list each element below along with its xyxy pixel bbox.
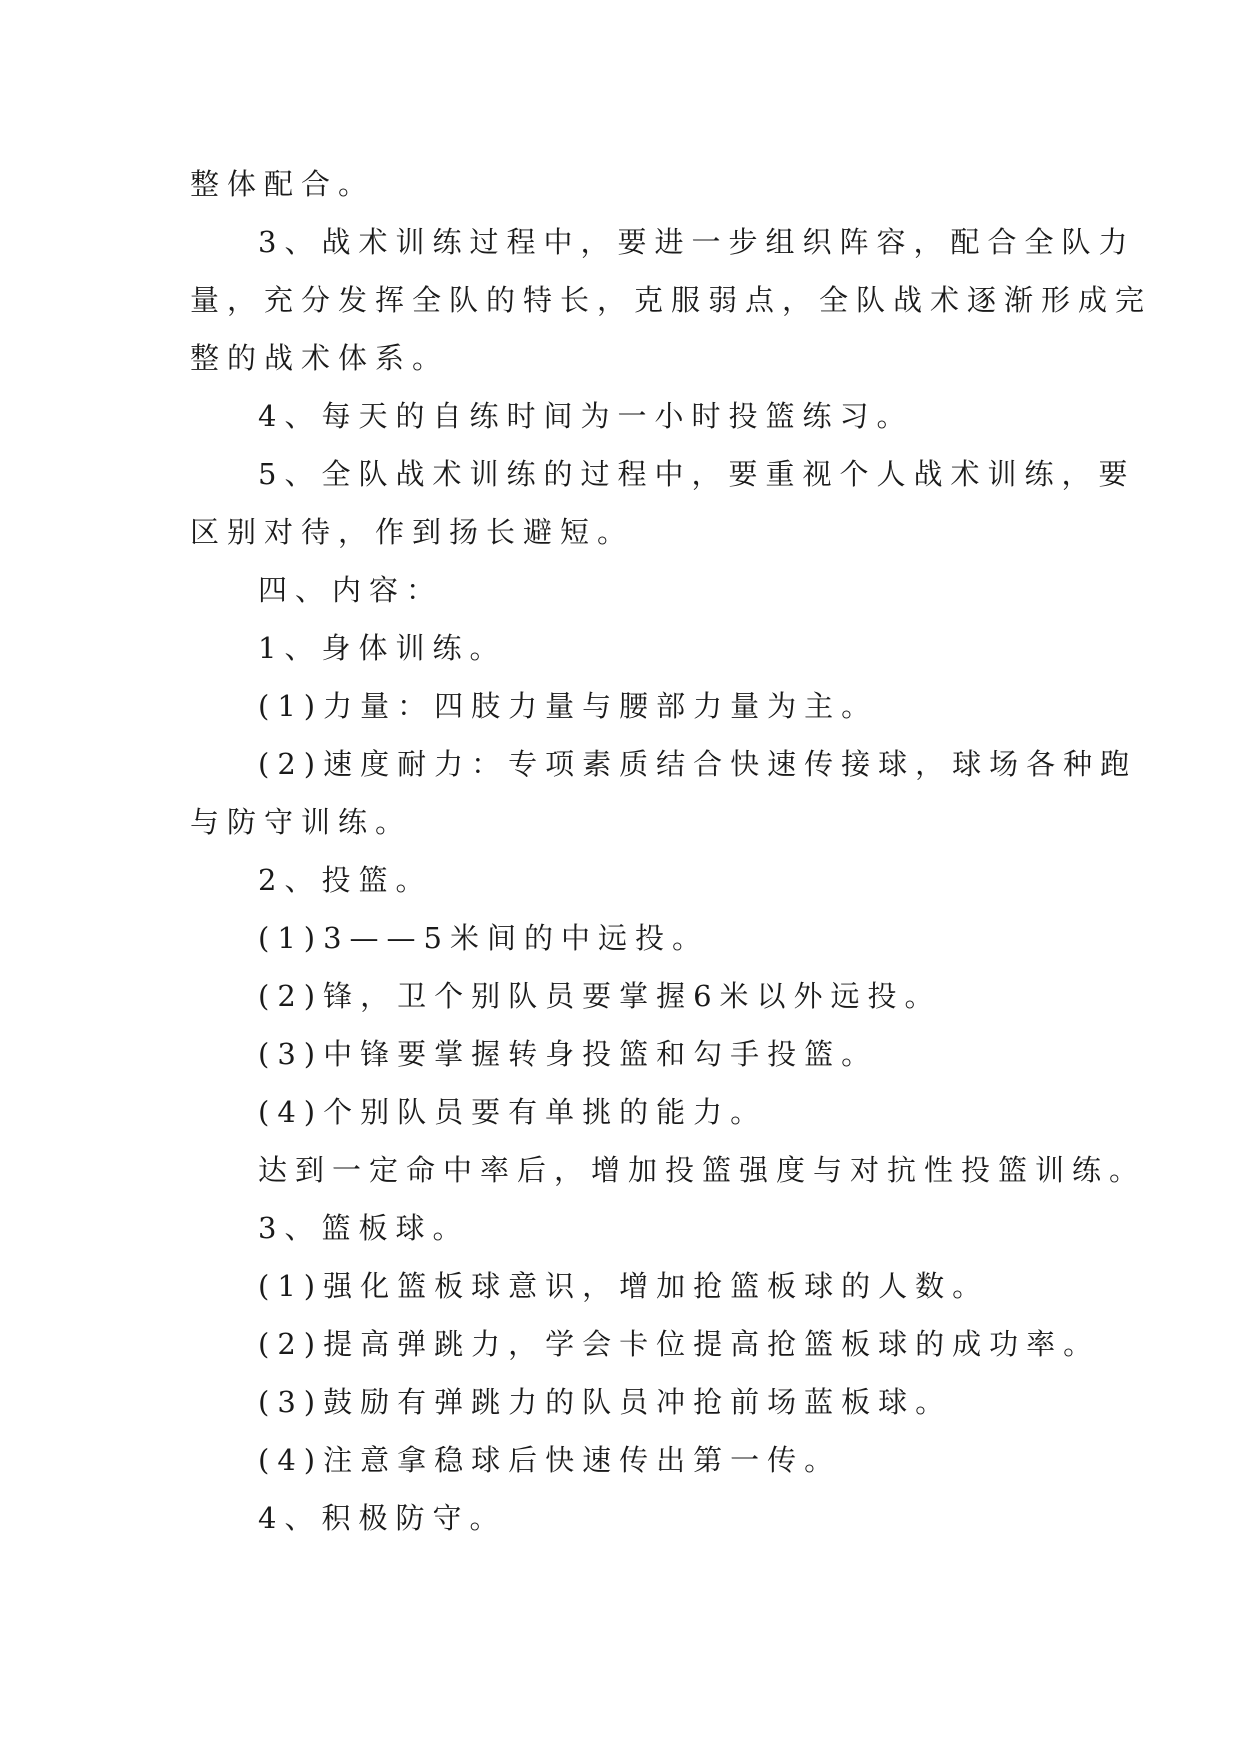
paragraph-line: 整的战术体系。 xyxy=(190,341,450,375)
list-item: (3)中锋要掌握转身投篮和勾手投篮。 xyxy=(258,1037,879,1071)
paragraph-line: 整体配合。 xyxy=(190,167,376,201)
paragraph-line: 达到一定命中率后，增加投篮强度与对抗性投篮训练。 xyxy=(258,1153,1147,1187)
subsection-heading: 2、投篮。 xyxy=(258,863,433,897)
paragraph-line: 3、战术训练过程中，要进一步组织阵容，配合全队力 xyxy=(258,225,1136,259)
list-item: (4)注意拿稳球后快速传出第一传。 xyxy=(258,1443,842,1477)
list-item: (4)个别队员要有单挑的能力。 xyxy=(258,1095,768,1129)
paragraph-line: 区别对待，作到扬长避短。 xyxy=(190,515,635,549)
paragraph-line: 5、全队战术训练的过程中，要重视个人战术训练，要 xyxy=(258,457,1136,491)
list-item: (1)3——5米间的中远投。 xyxy=(258,921,709,955)
subsection-heading: 1、身体训练。 xyxy=(258,631,507,665)
list-item: (3)鼓励有弹跳力的队员冲抢前场蓝板球。 xyxy=(258,1385,953,1419)
list-item: (2)锋，卫个别队员要掌握6米以外远投。 xyxy=(258,979,942,1013)
subsection-heading: 4、积极防守。 xyxy=(258,1501,507,1535)
list-item: (1)强化篮板球意识，增加抢篮板球的人数。 xyxy=(258,1269,990,1303)
subsection-heading: 3、篮板球。 xyxy=(258,1211,470,1245)
list-item: (2)提高弹跳力，学会卡位提高抢篮板球的成功率。 xyxy=(258,1327,1101,1361)
paragraph-line: 与防守训练。 xyxy=(190,805,413,839)
document-page xyxy=(190,155,1153,1547)
list-item: (2)速度耐力：专项素质结合快速传接球，球场各种跑 xyxy=(258,747,1138,781)
paragraph-line: 量，充分发挥全队的特长，克服弱点，全队战术逐渐形成完 xyxy=(190,283,1153,317)
list-item: (1)力量：四肢力量与腰部力量为主。 xyxy=(258,689,879,723)
paragraph-line: 4、每天的自练时间为一小时投篮练习。 xyxy=(258,399,914,433)
section-heading: 四、内容： xyxy=(258,573,444,607)
